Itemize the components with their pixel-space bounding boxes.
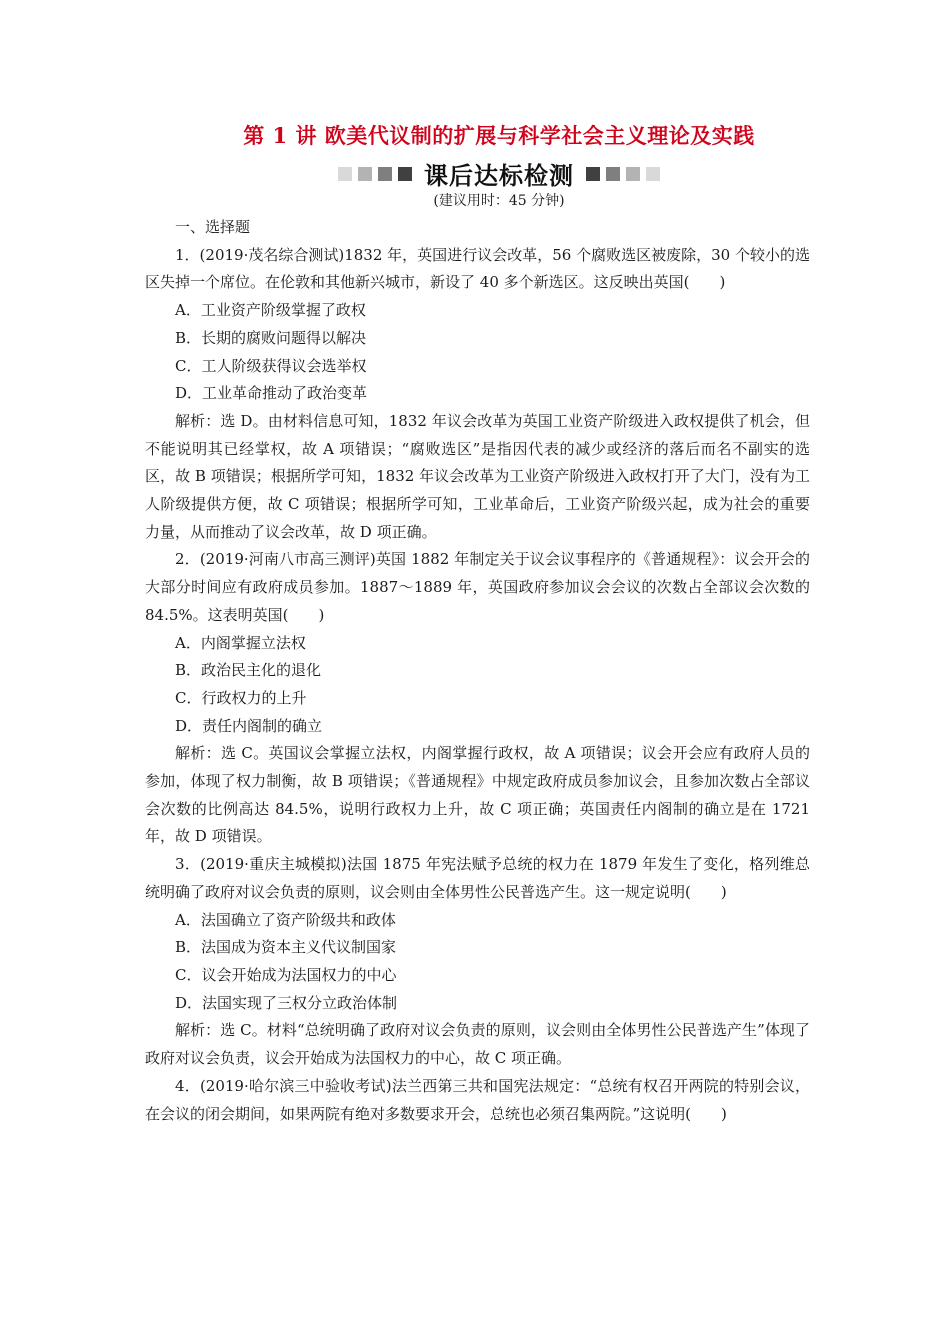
square-decoration	[606, 167, 620, 181]
square-decoration	[626, 167, 640, 181]
question-analysis: 解析：选 C。材料“总统明确了政府对议会负责的原则，议会则由全体男性公民普选产生”体现了政府对议会负责，议会开始成为法国权力的中心，故 C 项正确。	[145, 1021, 810, 1068]
question-stem: 4．(2019·哈尔滨三中验收考试)法兰西第三共和国宪法规定：“总统有权召开两院的特别会议，在会议的闭会期间，如果两院有绝对多数要求开会，总统也必须召集两院。”这说明( )	[145, 1076, 810, 1123]
question-option: A．内阁掌握立法权	[175, 633, 306, 652]
question-analysis: 解析：选 D。由材料信息可知，1832 年议会改革为英国工业资产阶级进入政权提供了机会，但不能说明其已经掌权，故 A 项错误；“腐败选区”是指因代表的减少或经济的落后而名不副实的选区，故 B 项错误；根据所学可知，1832 年议会改革为工业资产阶级进入政权打开了大门，没有为工人阶级提供方便，故 C 项错误；根据所学可知，工业革命后，工业资产阶级兴起，成为社会的重要力量，从而推动了议会改革，故 D 项正确。	[145, 411, 810, 541]
question-option: B．政治民主化的退化	[175, 661, 322, 680]
section-banner	[0, 156, 950, 191]
square-decoration	[586, 167, 600, 181]
question-option: B．法国成为资本主义代议制国家	[175, 938, 397, 957]
square-decoration	[358, 167, 372, 181]
banner-title: 课后达标检测	[424, 162, 574, 190]
question-option: D．工业革命推动了政治变革	[175, 384, 368, 403]
square-decoration	[398, 167, 412, 181]
suggested-time: (建议用时：45 分钟)	[433, 193, 565, 209]
square-decoration	[378, 167, 392, 181]
question-option: A．法国确立了资产阶级共和政体	[175, 910, 396, 929]
banner-squares-left	[338, 167, 412, 181]
question-option: A．工业资产阶级掌握了政权	[175, 301, 366, 320]
question-stem: 1．(2019·茂名综合测试)1832 年，英国进行议会改革，56 个腐败选区被废除，30 个较小的选区失掉一个席位。在伦敦和其他新兴城市，新设了 40 多个新选区。这反映出英国( )	[145, 245, 810, 292]
question-option: D．法国实现了三权分立政治体制	[175, 993, 398, 1012]
section-heading: 一、选择题	[175, 218, 251, 236]
square-decoration	[338, 167, 352, 181]
question-stem: 3．(2019·重庆主城模拟)法国 1875 年宪法赋予总统的权力在 1879 年发生了变化，格列维总统明确了政府对议会负责的原则，议会则由全体男性公民普选产生。这一规定说明( )	[145, 855, 810, 901]
question-option: C．行政权力的上升	[175, 688, 307, 707]
banner-squares-right	[586, 167, 660, 181]
question-option: C．议会开始成为法国权力的中心	[175, 965, 397, 984]
question-option: D．责任内阁制的确立	[175, 716, 323, 735]
question-option: B．长期的腐败问题得以解决	[175, 328, 367, 347]
question-stem: 2．(2019·河南八市高三测评)英国 1882 年制定关于议会议事程序的《普通规程》：议会开会的大部分时间应有政府成员参加。1887～1889 年，英国政府参加议会会议的次数占全部议会次数的 84.5%。这表明英国( )	[145, 550, 810, 624]
question-content	[145, 214, 810, 1128]
square-decoration	[646, 167, 660, 181]
question-option: C．工人阶级获得议会选举权	[175, 356, 367, 375]
page-title: 第 1 讲 欧美代议制的扩展与科学社会主义理论及实践	[243, 123, 755, 148]
question-analysis: 解析：选 C。英国议会掌握立法权，内阁掌握行政权，故 A 项错误；议会开会应有政府人员的参加，体现了权力制衡，故 B 项错误；《普通规程》中规定政府成员参加议会，且参加次数占全部议会次数的比例高达 84.5%，说明行政权力上升，故 C 项正确；英国责任内阁制的确立是在 1721 年，故 D 项错误。	[145, 744, 810, 846]
